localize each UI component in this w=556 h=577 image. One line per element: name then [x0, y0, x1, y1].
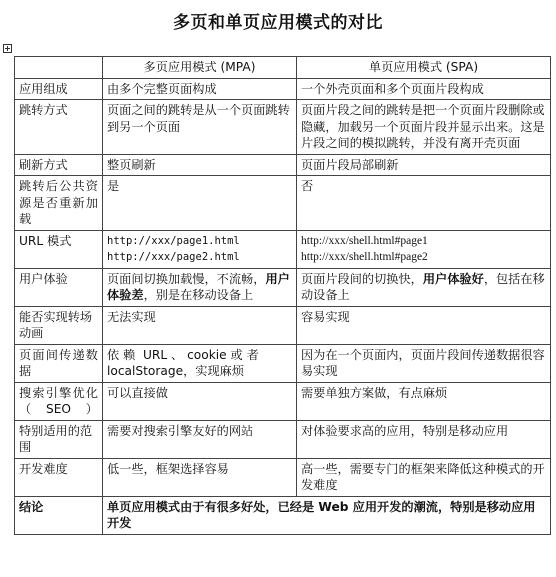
mpa-cell: [103, 344, 297, 382]
row-label: 能否实现转场动画: [15, 306, 103, 344]
spa-cell: [297, 268, 551, 306]
row-label: 开发难度: [15, 458, 103, 496]
row-label: URL 模式: [15, 230, 103, 268]
comparison-table: [14, 56, 551, 535]
mpa-cell: [103, 268, 297, 306]
table-row: [15, 100, 551, 155]
spa-cell: 页面片段局部刷新: [297, 154, 551, 176]
table-row: [15, 268, 551, 306]
mpa-cell: [103, 230, 297, 268]
url-text: http://xxx/page1.html: [107, 234, 240, 247]
cell-text: localStorage，实现麻烦: [107, 364, 245, 378]
cell-text: ，包括在移动设备上: [301, 271, 545, 302]
table-row: [15, 458, 551, 496]
mpa-cell: 无法实现: [103, 306, 297, 344]
header-row: [15, 57, 551, 79]
spa-cell: 需要单独方案做，有点麻烦: [297, 382, 551, 420]
url-text: http://xxx/shell.html#page1: [301, 234, 428, 247]
mpa-cell: 由多个完整页面构成: [103, 78, 297, 100]
mpa-cell: 需要对搜索引擎友好的网站: [103, 420, 297, 458]
table-row: [15, 382, 551, 420]
row-label: 跳转方式: [15, 100, 103, 155]
cell-text: 页面片段间的切换快，: [301, 271, 423, 286]
mpa-cell: 低一些，框架选择容易: [103, 458, 297, 496]
header-empty: [15, 57, 103, 79]
cell-text: 页面间切换加载慢，不流畅，: [107, 271, 266, 286]
conclusion-row: [15, 496, 551, 534]
cell-text: 依 赖 URL 、 cookie 或 者: [107, 347, 259, 362]
row-label: 跳转后公共资源是否重新加载: [15, 176, 103, 231]
spa-cell: 否: [297, 176, 551, 231]
url-text: http://xxx/page2.html: [107, 251, 240, 263]
conclusion-text: 单页应用模式由于有很多好处，已经是 Web 应用开发的潮流，特别是移动应用开发: [103, 496, 551, 534]
spa-cell: 因为在一个页面内，页面片段间传递数据很容易实现: [297, 344, 551, 382]
table-row: [15, 78, 551, 100]
mpa-cell: 整页刷新: [103, 154, 297, 176]
spa-cell: 高一些，需要专门的框架来降低这种模式的开发难度: [297, 458, 551, 496]
header-mpa: 多页应用模式 (MPA): [103, 57, 297, 79]
expand-icon[interactable]: [3, 44, 12, 53]
mpa-cell: 可以直接做: [103, 382, 297, 420]
row-label: 刷新方式: [15, 154, 103, 176]
table-row: [15, 306, 551, 344]
table-row: [15, 344, 551, 382]
row-label: 应用组成: [15, 78, 103, 100]
spa-cell: 一个外壳页面和多个页面片段构成: [297, 78, 551, 100]
mpa-cell: 是: [103, 176, 297, 231]
table-row: [15, 420, 551, 458]
mpa-cell: 页面之间的跳转是从一个页面跳转到另一个页面: [103, 100, 297, 155]
row-label: 页面间传递数据: [15, 344, 103, 382]
row-label: 搜索引擎优化（SEO）: [15, 382, 103, 420]
table-row: [15, 154, 551, 176]
spa-cell: 对体验要求高的应用，特别是移动应用: [297, 420, 551, 458]
row-label: 用户体验: [15, 268, 103, 306]
url-text: http://xxx/shell.html#page2: [301, 251, 428, 263]
spa-cell: 页面片段之间的跳转是把一个页面片段删除或隐藏，加载另一个页面片段并显示出来。这是片段之间的模拟跳转，并没有离开壳页面: [297, 100, 551, 155]
header-spa: 单页应用模式 (SPA): [297, 57, 551, 79]
page-title: 多页和单页应用模式的对比: [173, 13, 383, 33]
emphasis-text: 用户体验差: [107, 271, 290, 302]
spa-cell: [297, 230, 551, 268]
cell-text: ，别是在移动设备上: [143, 288, 254, 302]
table-row: [15, 176, 551, 231]
emphasis-text: 用户体验好: [422, 271, 484, 286]
row-label: 特别适用的范围: [15, 420, 103, 458]
table-row: [15, 230, 551, 268]
spa-cell: 容易实现: [297, 306, 551, 344]
conclusion-label: 结论: [15, 496, 103, 534]
